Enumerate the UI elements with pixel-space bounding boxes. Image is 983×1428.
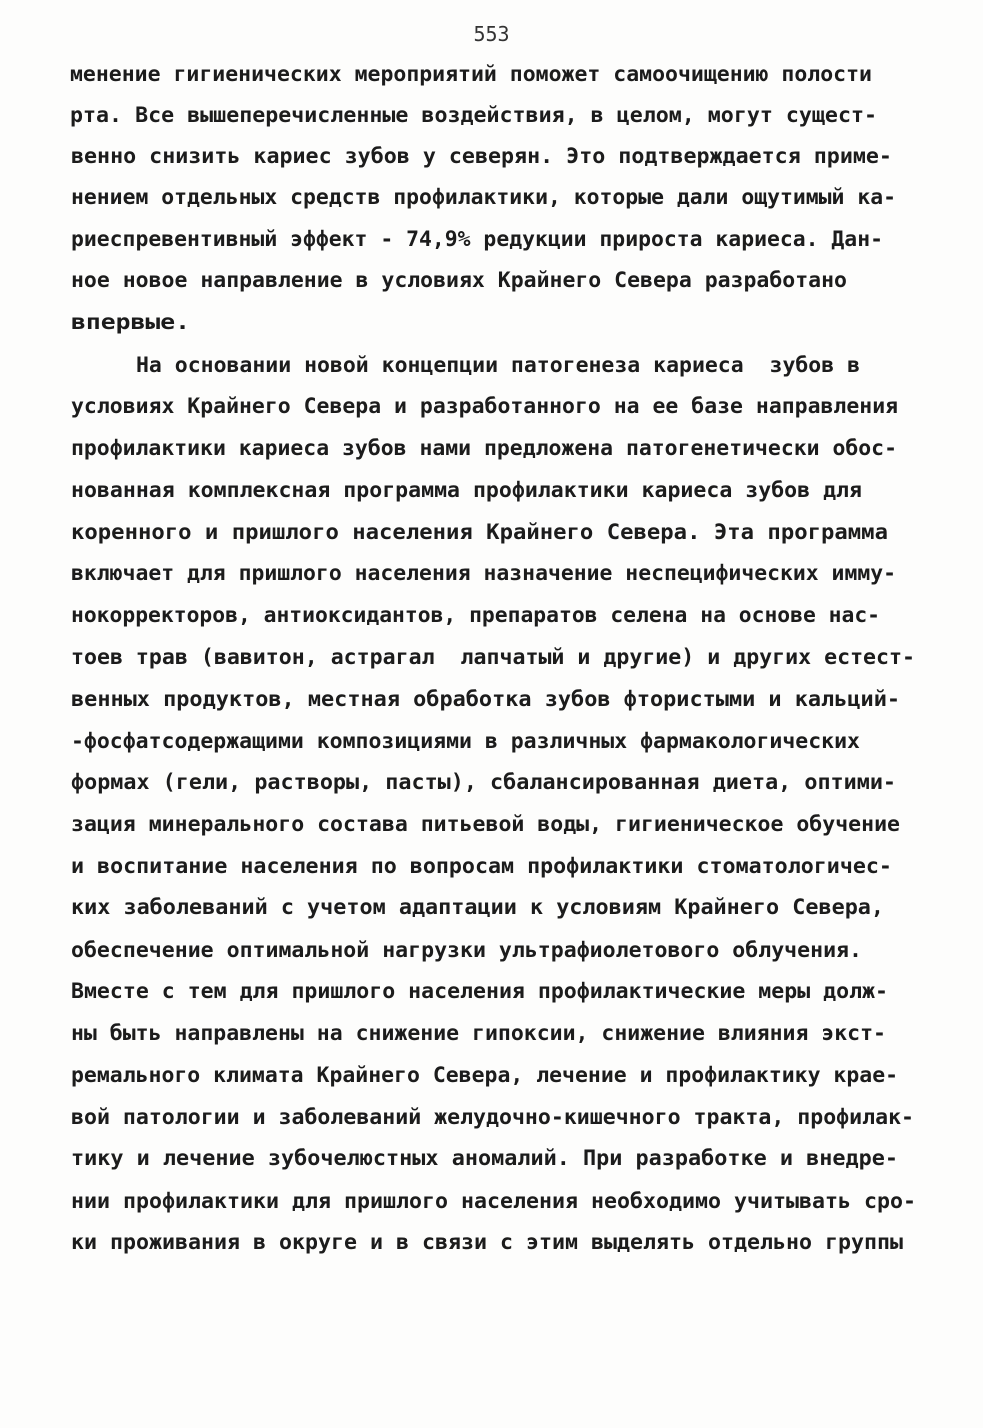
text-line: нованная комплексная программа профилактики кариеса зубов для xyxy=(71,478,862,502)
text-line: впервые. xyxy=(71,310,191,334)
text-line: ки проживания в округе и в связи с этим выделять отдельно группы xyxy=(71,1230,903,1254)
text-line: менение гигиенических мероприятий поможет самоочищению полости xyxy=(70,62,872,86)
text-line: обеспечение оптимальной нагрузки ультрафиолетового облучения. xyxy=(71,938,862,962)
text-line: зация минерального состава питьевой воды, гигиеническое обучение xyxy=(71,812,900,836)
text-line: формах (гели, растворы, пасты), сбалансированная диета, оптими- xyxy=(71,770,897,794)
text-line: венно снизить кариес зубов у северян. Это подтверждается приме- xyxy=(71,144,892,168)
text-line: вой патологии и заболеваний желудочно-кишечного тракта, профилак- xyxy=(71,1105,915,1129)
text-line: Вместе с тем для пришлого населения профилактические меры долж- xyxy=(71,979,888,1003)
text-line: условиях Крайнего Севера и разработанного на ее базе направления xyxy=(71,394,899,418)
text-line: ны быть направлены на снижение гипоксии, снижение влияния экст- xyxy=(71,1021,886,1045)
text-line: венных продуктов, местная обработка зубов фтористыми и кальций- xyxy=(71,687,901,711)
text-line: -фосфатсодержащими композициями в различных фармакологических xyxy=(71,729,860,753)
text-line: тоев трав (вавитон, астрагал лапчатый и другие) и других естест- xyxy=(71,645,916,669)
text-line: рта. Все вышеперечисленные воздействия, в целом, могут сущест- xyxy=(70,103,877,127)
text-line: и воспитание населения по вопросам профилактики стоматологичес- xyxy=(71,854,892,878)
text-line: ких заболеваний с учетом адаптации к условиям Крайнего Севера, xyxy=(71,895,885,919)
text-line: ремального климата Крайнего Севера, лечение и профилактику крае- xyxy=(71,1063,899,1087)
text-line: коренного и пришлого населения Крайнего Севера. Эта программа xyxy=(71,520,888,544)
text-line: нии профилактики для пришлого населения необходимо учитывать сро- xyxy=(71,1189,916,1213)
text-line: нением отдельных средств профилактики, которые дали ощутимый ка- xyxy=(71,185,897,209)
text-line: профилактики кариеса зубов нами предложена патогенетически обос- xyxy=(71,436,897,460)
text-line: риеспревентивный эффект - 74,9% редукции прироста кариеса. Дан- xyxy=(71,227,883,251)
text-line: На основании новой концепции патогенеза кариеса зубов в xyxy=(136,353,861,377)
text-line: тику и лечение зубочелюстных аномалий. При разработке и внедре- xyxy=(71,1146,899,1170)
text-line: ное новое направление в условиях Крайнего Севера разработано xyxy=(71,268,847,292)
text-line: включает для пришлого населения назначение неспецифических имму- xyxy=(71,561,897,585)
text-line: нокорректоров, антиоксидантов, препаратов селена на основе нас- xyxy=(71,603,881,627)
page-number: 553 xyxy=(473,22,510,46)
